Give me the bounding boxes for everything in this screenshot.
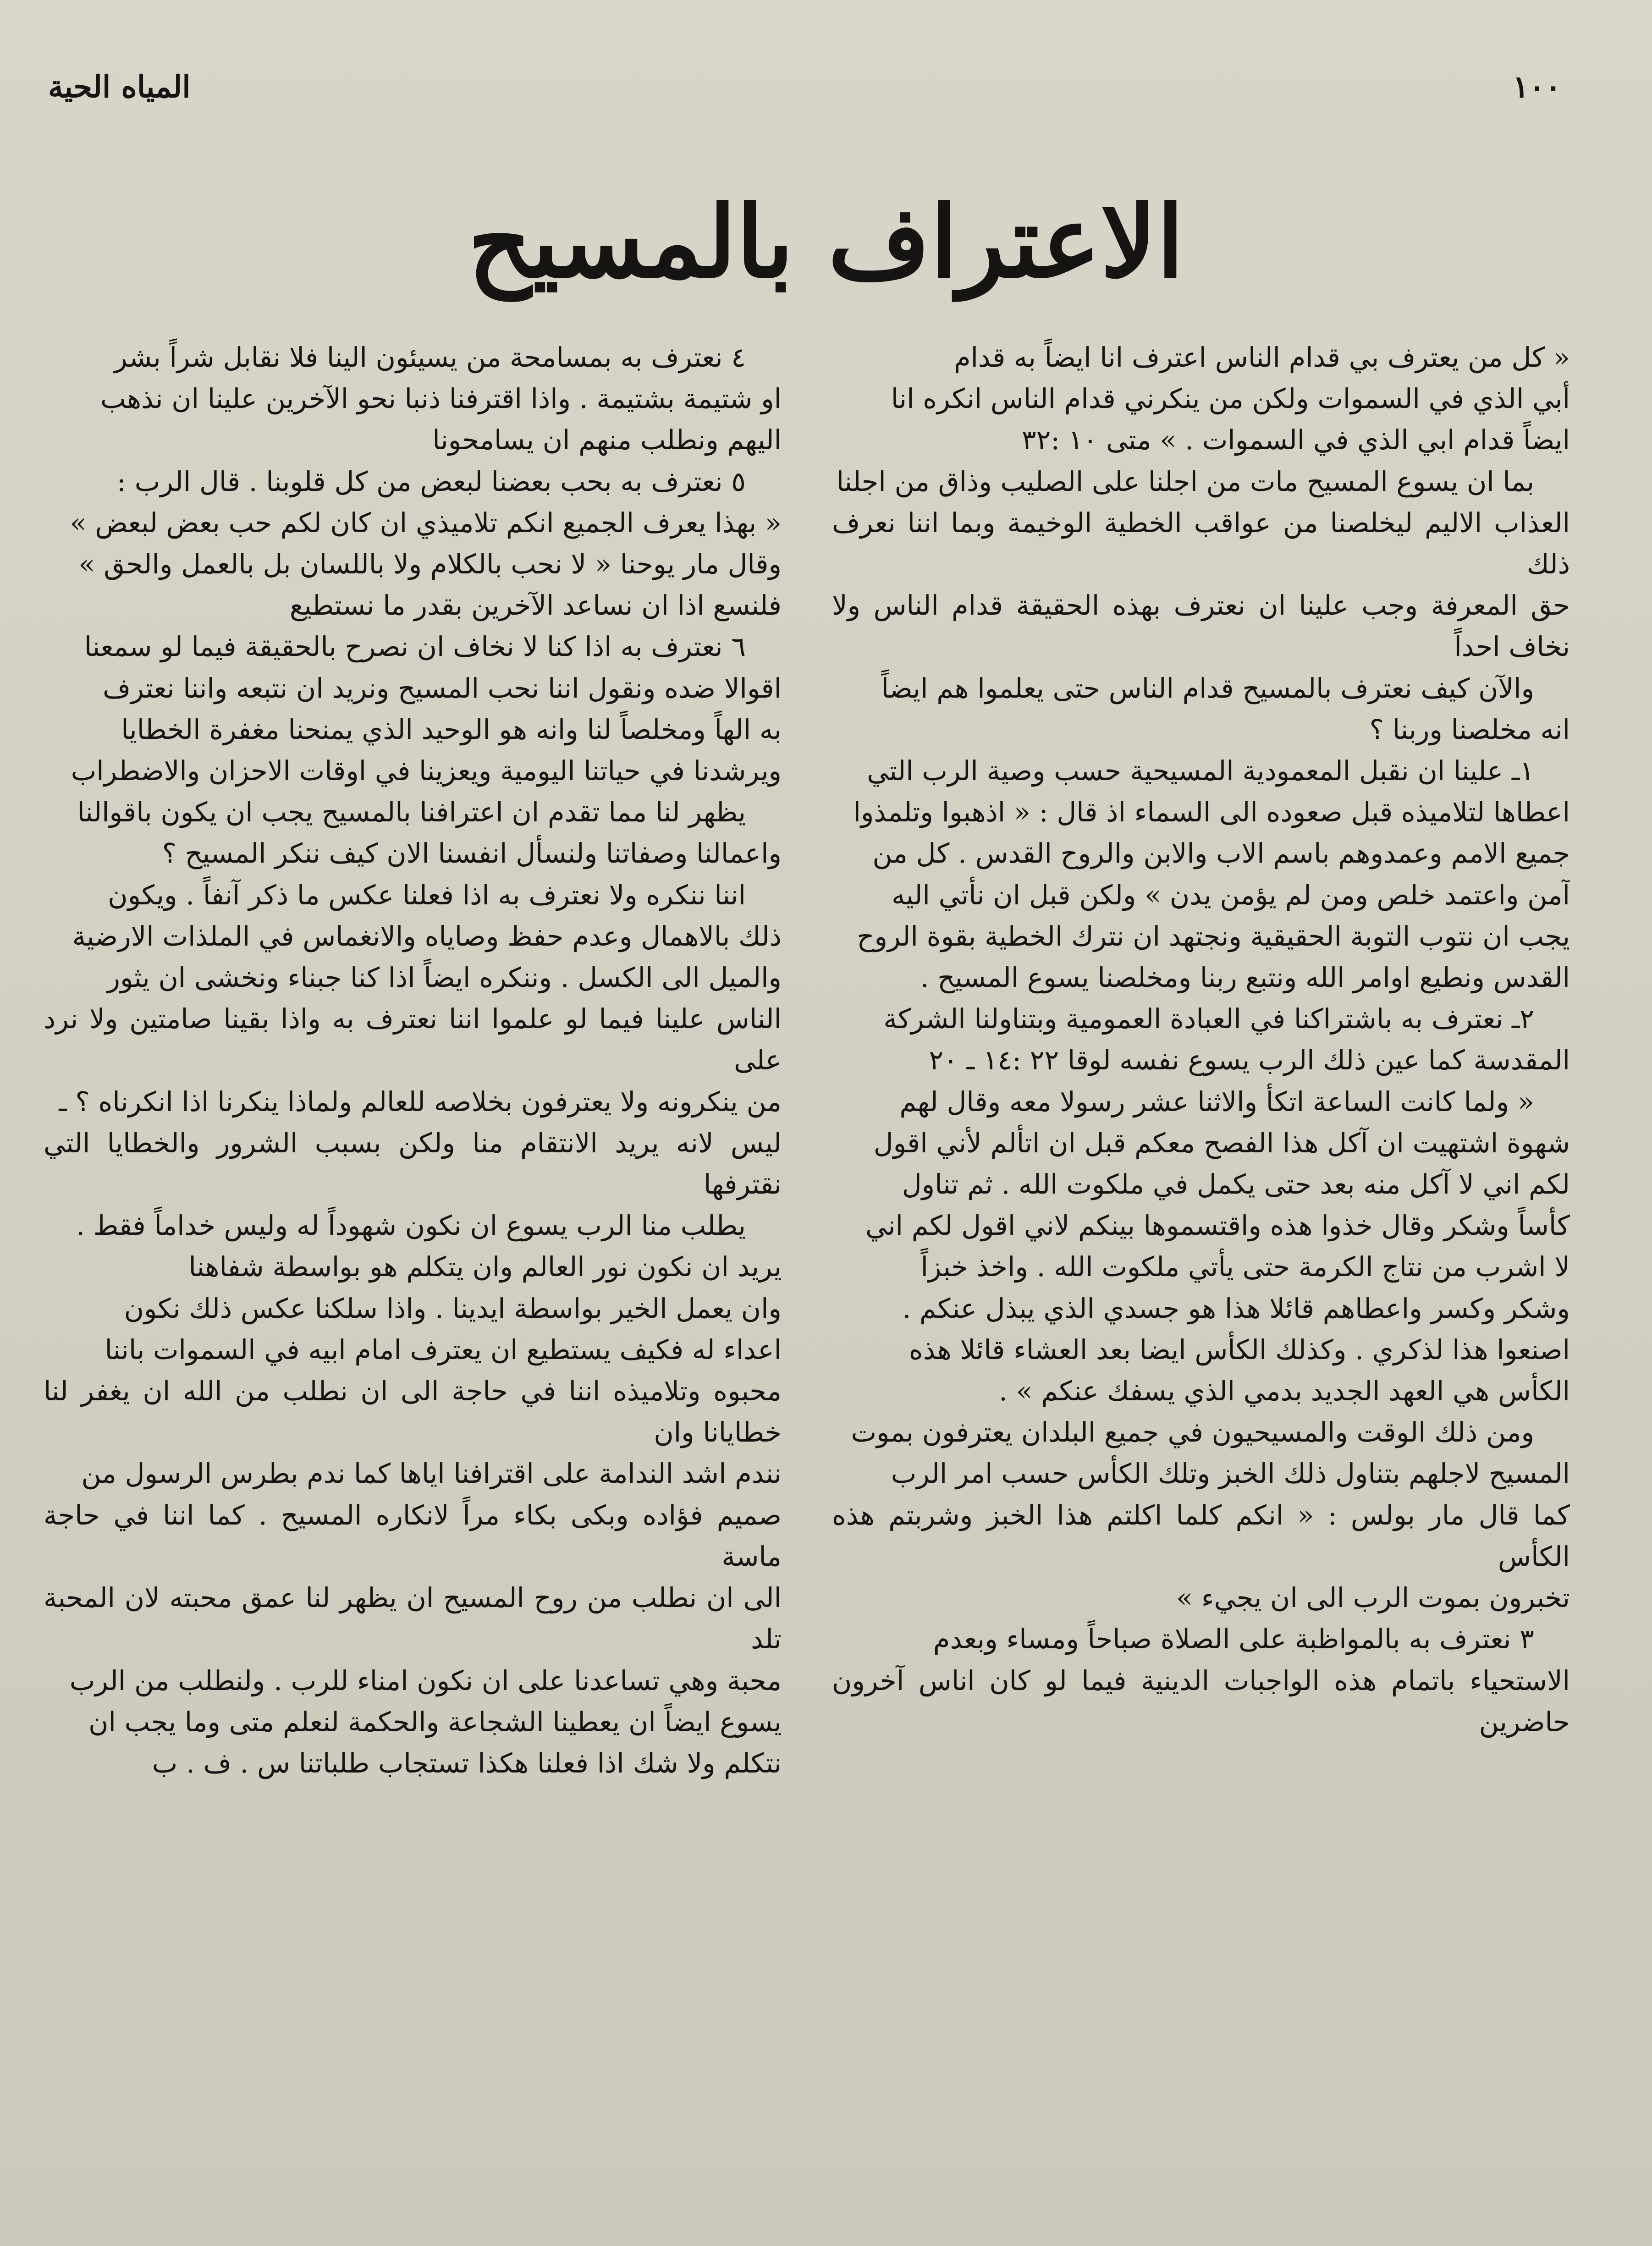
text-line: بما ان يسوع المسيح مات من اجلنا على الصليب وذاق من اجلنا — [836, 465, 1534, 497]
text-line: ٦ نعترف به اذا كنا لا نخاف ان نصرح بالحقيقة فيما لو سمعنا — [84, 631, 746, 663]
text-line: وان يعمل الخير بواسطة ايدينا . واذا سلكنا عكس ذلك نكون — [124, 1292, 782, 1324]
text-line: الناس علينا فيما لو علموا اننا نعترف به واذا بقينا صامتين ولا نرد على — [44, 1003, 782, 1076]
text-line: ليس لانه يريد الانتقام منا ولكن بسبب الشرور والخطايا التي نقترفها — [44, 1127, 782, 1200]
text-line: من ينكرونه ولا يعترفون بخلاصه للعالم ولماذا ينكرنا اذا انكرناه ؟ ـ — [59, 1085, 782, 1117]
text-line: « كل من يعترف بي قدام الناس اعترف انا ايضاً به قدام — [954, 341, 1570, 373]
article-title: الاعتراف بالمسيح — [468, 184, 1184, 300]
text-line: « ولما كانت الساعة اتكأ والاثنا عشر رسولا معه وقال لهم — [899, 1085, 1534, 1117]
text-line: ايضاً قدام ابي الذي في السموات . » متى ١٠ :٣٢ — [1021, 424, 1570, 456]
text-line: محبة وهي تساعدنا على ان نكون امناء للرب . ولنطلب من الرب — [69, 1664, 782, 1696]
text-line: اصنعوا هذا لذكري . وكذلك الكأس ايضا بعد العشاء قائلا هذه — [909, 1333, 1570, 1365]
text-line: أبي الذي في السموات ولكن من ينكرني قدام الناس انكره انا — [891, 383, 1570, 415]
text-line: الى ان نطلب من روح المسيح ان يظهر لنا عمق محبته لان المحبة تلد — [44, 1582, 782, 1655]
text-line: جميع الامم وعمدوهم باسم الاب والابن والروح القدس . كل من — [872, 837, 1570, 870]
text-line: المقدسة كما عين ذلك الرب يسوع نفسه لوقا ٢٢ :١٤ ـ ٢٠ — [929, 1044, 1570, 1076]
text-line: « بهذا يعرف الجميع انكم تلاميذي ان كان لكم حب بعض لبعض » — [70, 506, 782, 539]
page-number: ١٠٠ — [1513, 69, 1562, 105]
text-line: به الهاً ومخلصاً لنا وانه هو الوحيد الذي يمنحنا مغفرة الخطايا — [121, 713, 782, 745]
text-line: يجب ان نتوب التوبة الحقيقية ونجتهد ان نترك الخطية بقوة الروح — [857, 920, 1570, 952]
text-line: اليهم ونطلب منهم ان يسامحونا — [432, 424, 782, 456]
text-line: وشكر وكسر واعطاهم قائلا هذا هو جسدي الذي يبذل عنكم . — [902, 1292, 1570, 1324]
text-line: واعمالنا وصفاتنا ولنسأل انفسنا الان كيف ننكر المسيح ؟ — [162, 837, 782, 870]
publication-title: المياه الحية — [48, 69, 191, 105]
text-line: لا اشرب من نتاج الكرمة حتى يأتي ملكوت الله . واخذ خبزاً — [920, 1251, 1570, 1283]
text-line: اقوالا ضده ونقول اننا نحب المسيح ونريد ان نتبعه واننا نعترف — [103, 672, 782, 704]
text-line: انه مخلصنا وربنا ؟ — [1369, 713, 1570, 745]
text-line: العذاب الاليم ليخلصنا من عواقب الخطية الوخيمة وبما اننا نعرف ذلك — [832, 506, 1570, 580]
text-line: نندم اشد الندامة على اقترافنا اياها كما ندم بطرس الرسول من — [81, 1458, 782, 1490]
article-column-right — [832, 337, 1570, 2235]
text-line: شهوة اشتهيت ان آكل هذا الفصح معكم قبل ان اتألم لأني اقول — [873, 1127, 1570, 1159]
text-line: كأساً وشكر وقال خذوا هذه واقتسموها بينكم لاني اقول لكم اني — [865, 1210, 1570, 1242]
text-line: اعطاها لتلاميذه قبل صعوده الى السماء اذ قال : « اذهبوا وتلمذوا — [853, 796, 1570, 828]
text-line: ومن ذلك الوقت والمسيحيون في جميع البلدان يعترفون بموت — [851, 1416, 1534, 1448]
text-line: الكأس هي العهد الجديد بدمي الذي يسفك عنكم » . — [999, 1375, 1570, 1407]
text-line: يسوع ايضاً ان يعطينا الشجاعة والحكمة لنعلم متى وما يجب ان — [88, 1706, 782, 1738]
text-line: ذلك بالاهمال وعدم حفظ وصاياه والانغماس في الملذات الارضية — [72, 920, 782, 952]
text-line: الاستحياء باتمام هذه الواجبات الدينية فيما لو كان اناس آخرون حاضرين — [832, 1664, 1570, 1738]
text-line: محبوه وتلاميذه اننا في حاجة الى ان نطلب من الله ان يغفر لنا خطايانا وان — [44, 1375, 782, 1448]
text-line: المسيح لاجلهم بتناول ذلك الخبز وتلك الكأس حسب امر الرب — [891, 1458, 1570, 1490]
text-line: والآن كيف نعترف بالمسيح قدام الناس حتى يعلموا هم ايضاً — [881, 672, 1534, 704]
text-line: ويرشدنا في حياتنا اليومية ويعزينا في اوقات الاحزان والاضطراب — [71, 755, 782, 787]
text-line: آمن واعتمد خلص ومن لم يؤمن يدن » ولكن قبل ان نأتي اليه — [892, 879, 1570, 911]
text-line: ٤ نعترف به بمسامحة من يسيئون الينا فلا نقابل شراً بشر — [114, 341, 746, 373]
text-line: لكم اني لا آكل منه بعد حتى يكمل في ملكوت الله . ثم تناول — [902, 1168, 1570, 1200]
text-line: القدس ونطيع اوامر الله ونتبع ربنا ومخلصنا يسوع المسيح . — [920, 962, 1570, 994]
text-line: والميل الى الكسل . وننكره ايضاً اذا كنا جبناء ونخشى ان يثور — [107, 962, 782, 994]
text-line: يطلب منا الرب يسوع ان نكون شهوداً له وليس خداماً فقط . — [76, 1210, 746, 1242]
text-line: فلنسع اذا ان نساعد الآخرين بقدر ما نستطيع — [289, 589, 782, 622]
text-line: ٢ـ نعترف به باشتراكنا في العبادة العمومية وبتناولنا الشركة — [883, 1003, 1534, 1035]
text-line: او شتيمة بشتيمة . واذا اقترفنا ذنبا نحو الآخرين علينا ان نذهب — [100, 383, 782, 415]
text-line: اننا ننكره ولا نعترف به اذا فعلنا عكس ما ذكر آنفاً . ويكون — [108, 879, 746, 911]
text-line: اعداء له فكيف يستطيع ان يعترف امام ابيه في السموات باننا — [105, 1333, 782, 1365]
text-line: كما قال مار بولس : « انكم كلما اكلتم هذا الخبز وشربتم هذه الكأس — [832, 1499, 1570, 1572]
text-line: ٥ نعترف به بحب بعضنا لبعض من كل قلوبنا . قال الرب : — [117, 465, 746, 497]
text-line: حق المعرفة وجب علينا ان نعترف بهذه الحقيقة قدام الناس ولا نخاف احداً — [832, 589, 1570, 663]
text-line: ١ـ علينا ان نقبل المعمودية المسيحية حسب وصية الرب التي — [867, 755, 1534, 787]
text-line: يريد ان نكون نور العالم وان يتكلم هو بواسطة شفاهنا — [188, 1251, 782, 1283]
text-line: نتكلم ولا شك اذا فعلنا هكذا تستجاب طلباتنا س . ف . ب — [152, 1747, 782, 1779]
text-line: صميم فؤاده وبكى بكاء مراً لانكاره المسيح . كما اننا في حاجة ماسة — [44, 1499, 782, 1572]
text-line: ٣ نعترف به بالمواظبة على الصلاة صباحاً ومساء وبعدم — [933, 1623, 1534, 1655]
text-line: تخبرون بموت الرب الى ان يجيء » — [1176, 1582, 1570, 1614]
text-line: يظهر لنا مما تقدم ان اعترافنا بالمسيح يجب ان يكون باقوالنا — [77, 796, 746, 828]
text-line: وقال مار يوحنا « لا نحب بالكلام ولا باللسان بل بالعمل والحق » — [78, 548, 782, 580]
article-column-left — [44, 337, 782, 2235]
